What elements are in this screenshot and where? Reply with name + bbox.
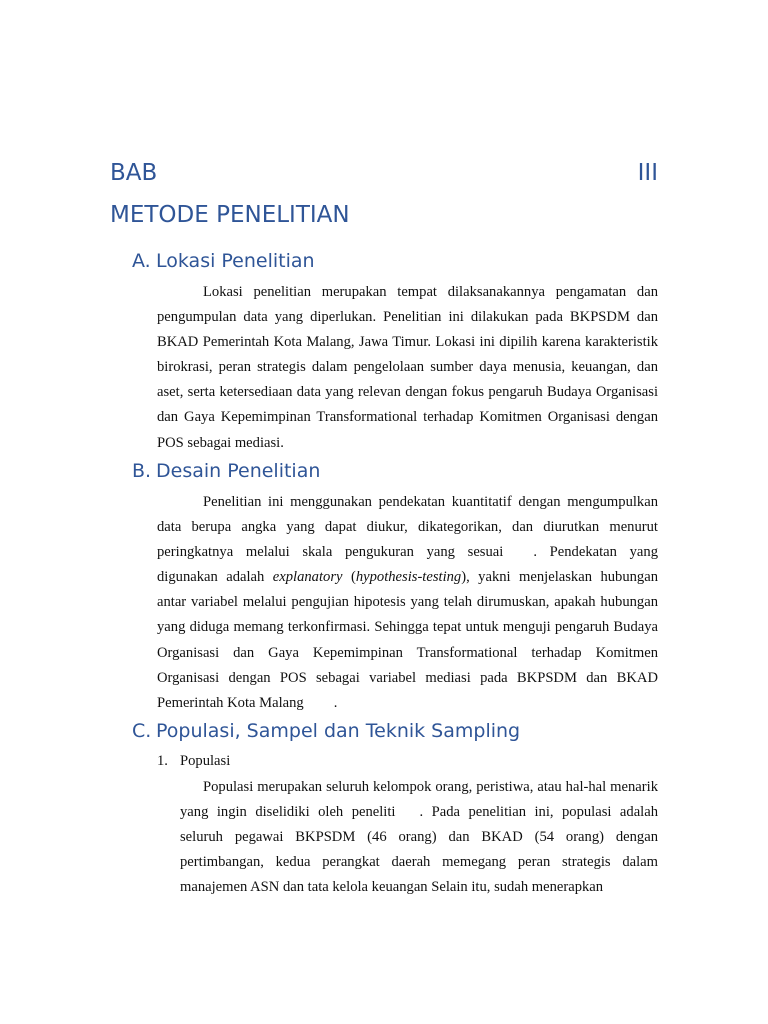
- section-heading-c: [132, 718, 520, 744]
- chapter-heading: [110, 158, 658, 188]
- italic-term: explanatory: [272, 569, 343, 586]
- section-a-paragraph: [157, 280, 658, 456]
- section-b-paragraph: [157, 490, 658, 716]
- section-heading-b: [132, 458, 320, 484]
- chapter-number: III: [637, 160, 658, 186]
- paragraph-text: Penelitian ini menggunakan pendekatan kuantitatif dengan mengumpulkan data berupa angka yang dapat diukur, dikategorikan, dan diurutkan menurut peringkatnya melalui skala pengukuran yang sesuai: [157, 494, 658, 561]
- chapter-label: BAB: [110, 160, 158, 186]
- section-letter: B.: [132, 460, 152, 482]
- chapter-title: METODE PENELITIAN: [110, 202, 350, 228]
- populasi-paragraph: [180, 775, 658, 900]
- section-letter: A.: [132, 250, 151, 272]
- section-title: Desain Penelitian: [156, 460, 321, 482]
- section-letter: C.: [132, 720, 152, 742]
- section-title: Lokasi Penelitian: [156, 250, 315, 272]
- paragraph-text: . Pendekatan yang digunakan adalah: [157, 544, 658, 586]
- paragraph-text: . Pada penelitian ini, populasi adalah seluruh pegawai BKPSDM (46 orang) dan BKAD (54 orang) dengan pertimbangan, kedua perangkat daerah memegang peran strategis dalam manajemen ASN dan tata kelola keuangan Selain itu, sudah menerapkan: [180, 804, 658, 896]
- list-number: 1.: [157, 753, 168, 769]
- paragraph-text: (: [342, 569, 356, 586]
- section-heading-a: [132, 248, 315, 274]
- list-label: Populasi: [180, 753, 231, 769]
- paragraph-text: .: [333, 694, 338, 711]
- italic-term: hypothesis-testing: [355, 569, 462, 586]
- section-title: Populasi, Sampel dan Teknik Sampling: [156, 720, 521, 742]
- paragraph-text: ), yakni menjelaskan hubungan antar variabel melalui pengujian hipotesis yang telah dirumuskan, apakah hubungan yang diduga memang terkonfirmasi. Sehingga tepat untuk menguji pengaruh Budaya Organisasi dan Gaya Kepemimpinan Transformational terhadap Komitmen Organisasi dengan POS sebagai variabel mediasi pada BKPSDM dan BKAD Pemerintah Kota Malang: [157, 569, 659, 711]
- list-item-populasi: [157, 749, 230, 774]
- paragraph-text: Populasi merupakan seluruh kelompok orang, peristiwa, atau hal-hal menarik yang ingin diselidiki oleh peneliti: [180, 779, 658, 821]
- paragraph-text: Lokasi penelitian merupakan tempat dilaksanakannya pengamatan dan pengumpulan data yang diperlukan. Penelitian ini dilakukan pada BKPSDM dan BKAD Pemerintah Kota Malang, Jawa Timur. Lokasi ini dipilih karena karakteristik birokrasi, peran strategis dalam pengelolaan sumber daya menusia, keuangan, dan aset, serta ketersediaan data yang relevan dengan fokus pengaruh Budaya Organisasi dan Gaya Kepemimpinan Transformational terhadap Komitmen Organisasi dengan POS sebagai mediasi.: [157, 284, 658, 451]
